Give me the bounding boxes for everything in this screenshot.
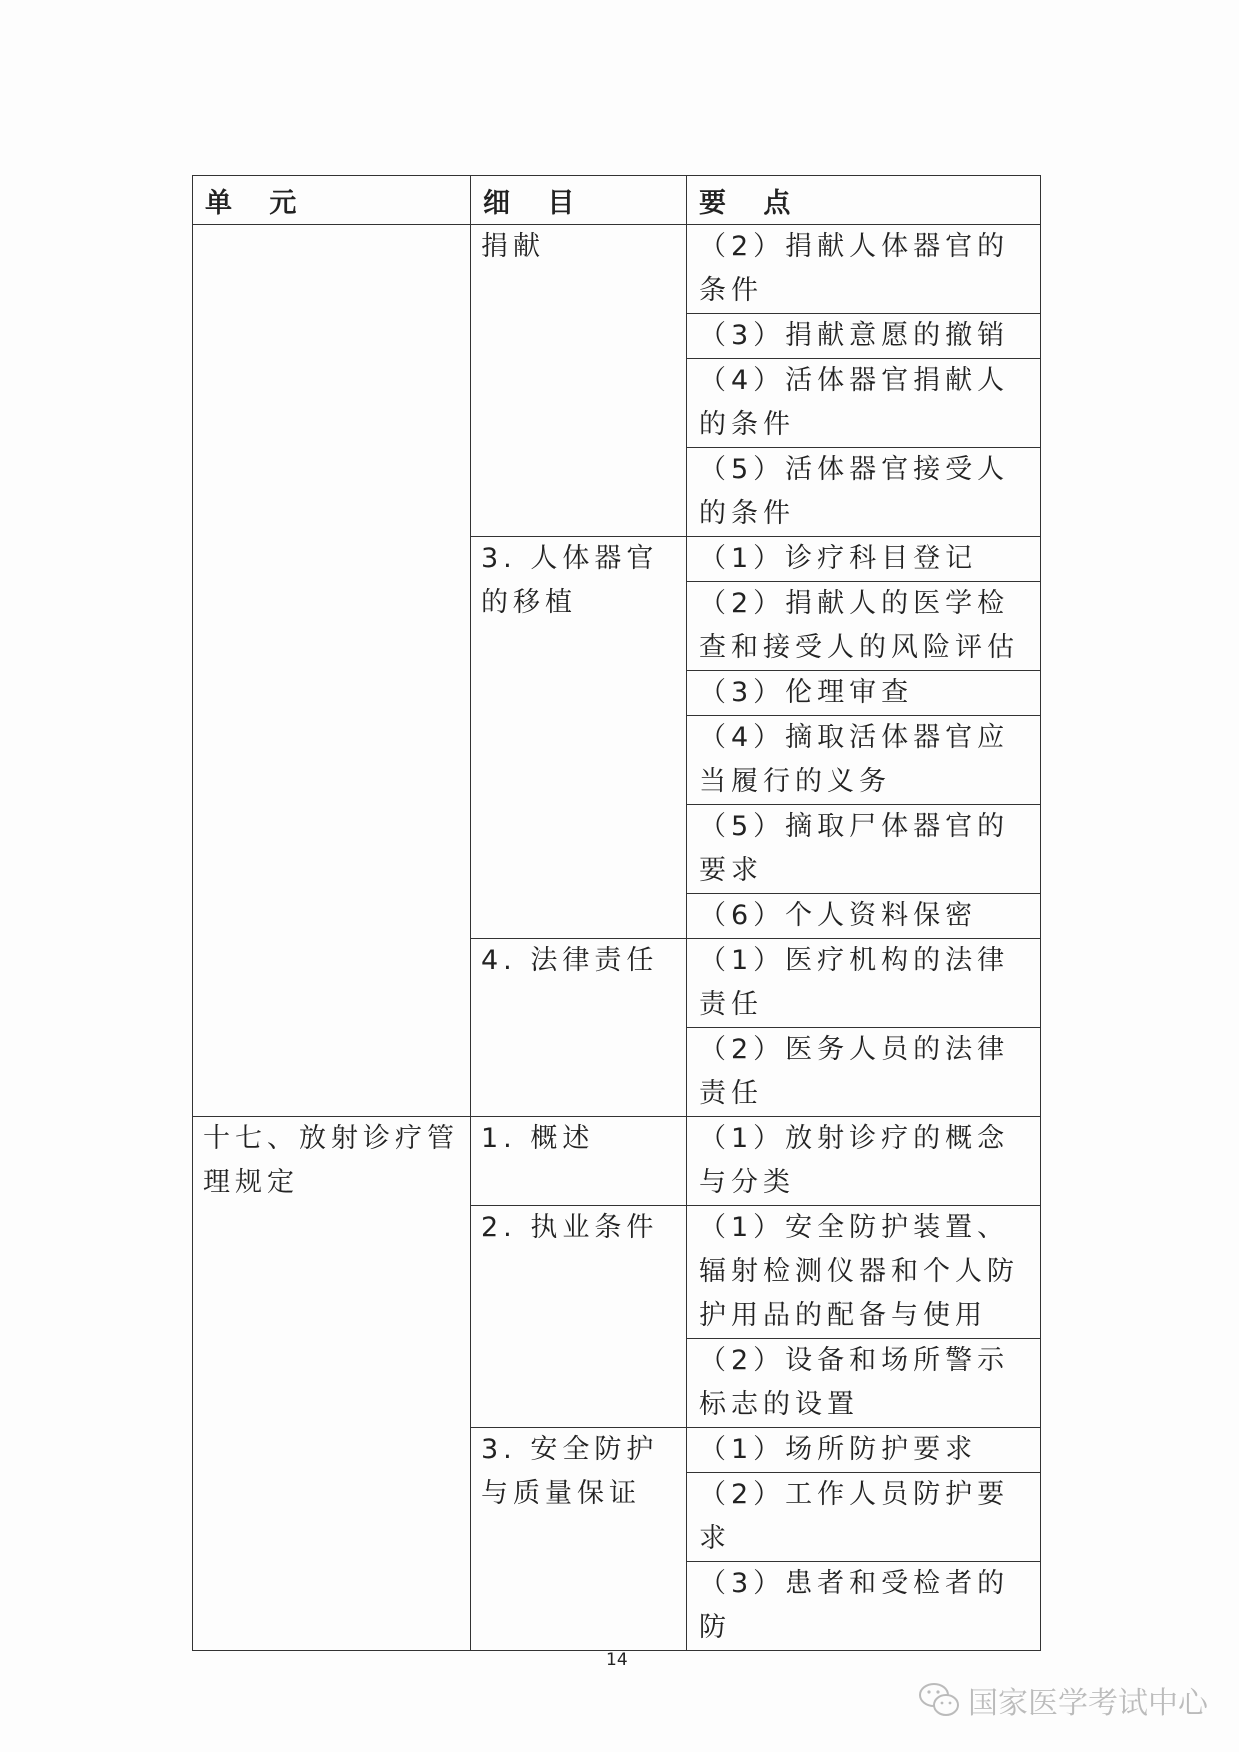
header-row [193,176,1041,225]
item-cell: 4. 法律责任 [471,939,687,1117]
item-cell: 3. 人体器官的移植 [471,537,687,939]
point-cell: （5）摘取尸体器官的要求 [687,805,1041,894]
watermark [918,1678,1208,1722]
point-cell: （2）工作人员防护要求 [687,1473,1041,1562]
point-cell: （2）捐献人体器官的条件 [687,225,1041,314]
item-cell: 3. 安全防护与质量保证 [471,1428,687,1651]
point-cell: （3）伦理审查 [687,671,1041,716]
unit-cell: 十七、放射诊疗管理规定 [193,1117,471,1651]
header-unit: 单 元 [193,176,471,225]
point-cell: （2）捐献人的医学检查和接受人的风险评估 [687,582,1041,671]
page-number: 14 [606,1650,628,1670]
item-cell: 1. 概述 [471,1117,687,1206]
point-cell: （3）患者和受检者的防 [687,1562,1041,1651]
point-cell: （1）医疗机构的法律责任 [687,939,1041,1028]
item-cell: 捐献 [471,225,687,537]
point-cell: （1）放射诊疗的概念与分类 [687,1117,1041,1206]
point-cell: （3）捐献意愿的撤销 [687,314,1041,359]
point-cell: （1）场所防护要求 [687,1428,1041,1473]
unit-cell-empty [193,225,471,1117]
point-cell: （5）活体器官接受人的条件 [687,448,1041,537]
header-point: 要 点 [687,176,1041,225]
point-cell: （4）活体器官捐献人的条件 [687,359,1041,448]
point-cell: （1）安全防护装置、辐射检测仪器和个人防护用品的配备与使用 [687,1206,1041,1339]
watermark-text: 国家医学考试中心 [968,1686,1208,1721]
point-cell: （2）设备和场所警示标志的设置 [687,1339,1041,1428]
header-item: 细 目 [471,176,687,225]
point-cell: （1）诊疗科目登记 [687,537,1041,582]
point-cell: （2）医务人员的法律责任 [687,1028,1041,1117]
point-cell: （4）摘取活体器官应当履行的义务 [687,716,1041,805]
wechat-icon [918,1680,962,1720]
point-cell: （6）个人资料保密 [687,894,1041,939]
syllabus-table [192,175,1041,1651]
item-cell: 2. 执业条件 [471,1206,687,1428]
